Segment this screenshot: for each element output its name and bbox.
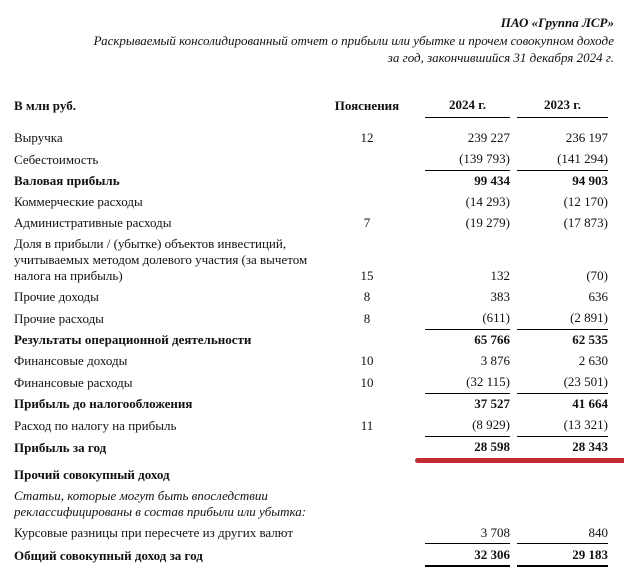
row-value-2023: 236 197 xyxy=(565,130,608,145)
statement-table-wrapper xyxy=(14,95,608,568)
row-label: Расход по налогу на прибыль xyxy=(14,417,177,433)
row-value-2024: 132 xyxy=(490,268,510,283)
table-row xyxy=(14,118,608,149)
spacer xyxy=(510,436,517,459)
spacer xyxy=(410,522,425,544)
table-row xyxy=(14,213,608,234)
row-value-2023: (13 321) xyxy=(517,415,608,437)
row-note: 15 xyxy=(360,268,374,283)
report-header xyxy=(0,0,624,67)
spacer xyxy=(410,436,425,459)
spacer xyxy=(510,544,517,567)
spacer xyxy=(410,308,425,330)
row-label: Прочие расходы xyxy=(14,310,104,326)
row-note: 10 xyxy=(360,374,374,390)
spacer xyxy=(510,149,517,171)
spacer xyxy=(410,351,425,372)
row-note: 8 xyxy=(363,310,371,326)
row-value-2023: (17 873) xyxy=(563,215,608,230)
row-note xyxy=(324,192,410,213)
table-row xyxy=(14,372,608,394)
row-value-2023: (141 294) xyxy=(517,149,608,171)
row-label: Валовая прибыль xyxy=(14,173,120,188)
red-underline-marker xyxy=(415,458,624,463)
table-row-subtotal xyxy=(14,170,608,192)
row-value-2024: 37 527 xyxy=(474,396,510,411)
row-note: 12 xyxy=(360,130,374,145)
table-row xyxy=(14,415,608,437)
row-label: Финансовые расходы xyxy=(14,374,133,390)
row-label: Прочие доходы xyxy=(14,289,99,304)
row-note xyxy=(324,544,410,567)
spacer xyxy=(510,234,517,287)
spacer xyxy=(410,149,425,171)
spacer xyxy=(410,372,425,394)
row-note xyxy=(324,459,410,486)
report-title-line1: Раскрываемый консолидированный отчет о прибыли или убытке и прочем совокупном доходе xyxy=(93,32,614,48)
row-label: Доля в прибыли / (убытке) объектов инвестиций, учитываемых методом долевого участия (за вычетом налога на прибыль) xyxy=(14,236,308,283)
row-value-2024 xyxy=(425,485,510,522)
row-label: Результаты операционной деятельности xyxy=(14,332,252,347)
column-header-notes: Пояснения xyxy=(334,97,400,113)
spacer xyxy=(510,118,517,149)
spacer xyxy=(510,329,517,351)
row-value-2024: 383 xyxy=(490,289,510,304)
row-label: Общий совокупный доход за год xyxy=(14,547,203,563)
row-value-2024: (8 929) xyxy=(425,415,510,437)
row-value-2024: (14 293) xyxy=(465,194,510,209)
row-value-2023: 28 343 xyxy=(572,439,608,454)
row-value-2024: 32 306 xyxy=(425,544,510,567)
row-value-2024: (32 115) xyxy=(425,372,510,394)
column-header-2023: 2023 г. xyxy=(517,95,608,118)
row-label: Коммерческие расходы xyxy=(14,194,143,209)
report-title-line2: за год, закончившийся 31 декабря 2024 г. xyxy=(387,50,614,65)
spacer xyxy=(410,170,425,192)
table-row-note-text xyxy=(14,485,608,522)
spacer xyxy=(510,95,517,118)
row-label: Административные расходы xyxy=(14,215,172,230)
spacer xyxy=(510,522,517,544)
table-row xyxy=(14,522,608,544)
row-note xyxy=(324,170,410,192)
row-note xyxy=(324,393,410,415)
row-label: Выручка xyxy=(14,130,63,145)
spacer xyxy=(410,415,425,437)
table-header-row xyxy=(14,95,608,118)
row-value-2023 xyxy=(517,485,608,522)
spacer xyxy=(510,415,517,437)
row-value-2024: 239 227 xyxy=(467,130,510,145)
spacer xyxy=(410,329,425,351)
table-row-profit-for-year xyxy=(14,436,608,459)
row-note xyxy=(324,149,410,171)
row-note: 10 xyxy=(360,353,374,368)
spacer xyxy=(410,287,425,308)
table-row xyxy=(14,351,608,372)
row-value-2023: (23 501) xyxy=(517,372,608,394)
table-row-total-comprehensive-income xyxy=(14,544,608,567)
row-label: Курсовые разницы при пересчете из других валют xyxy=(14,525,294,540)
spacer xyxy=(510,393,517,415)
table-row xyxy=(14,234,608,287)
spacer xyxy=(510,287,517,308)
row-value-2023: (70) xyxy=(586,268,608,283)
row-label: Статьи, которые могут быть впоследствии реклассифицированы в состав прибыли или убытка: xyxy=(14,487,307,519)
row-note: 11 xyxy=(360,417,374,433)
spacer xyxy=(410,485,425,522)
row-value-2023: 94 903 xyxy=(572,173,608,188)
spacer xyxy=(410,213,425,234)
row-value-2023: 840 xyxy=(517,522,608,544)
spacer xyxy=(510,308,517,330)
spacer xyxy=(410,192,425,213)
row-value-2024: 3 708 xyxy=(425,522,510,544)
income-statement-table xyxy=(14,95,608,568)
spacer xyxy=(510,351,517,372)
row-label: Прибыль до налогообложения xyxy=(14,396,193,411)
row-value-2023: 636 xyxy=(588,289,608,304)
row-value-2023: 41 664 xyxy=(572,396,608,411)
row-value-2024: (611) xyxy=(425,308,510,330)
row-note: 8 xyxy=(363,289,371,304)
row-value-2023: (12 170) xyxy=(563,194,608,209)
row-value-2024: (139 793) xyxy=(425,149,510,171)
row-value-2023: 2 630 xyxy=(578,353,608,368)
row-label: Прибыль за год xyxy=(14,440,107,455)
column-header-2024: 2024 г. xyxy=(425,95,510,118)
spacer xyxy=(510,485,517,522)
row-label: Финансовые доходы xyxy=(14,353,128,368)
spacer xyxy=(510,372,517,394)
table-row xyxy=(14,192,608,213)
row-value-2024: (19 279) xyxy=(465,215,510,230)
table-row-subtotal xyxy=(14,393,608,415)
row-label: Себестоимость xyxy=(14,151,99,167)
row-note: 7 xyxy=(363,215,371,230)
table-row xyxy=(14,308,608,330)
spacer xyxy=(510,192,517,213)
row-value-2023-cell xyxy=(517,436,608,459)
row-note xyxy=(324,329,410,351)
row-note xyxy=(324,485,410,522)
spacer xyxy=(510,213,517,234)
row-value-2023: (2 891) xyxy=(517,308,608,330)
column-header-units: В млн руб. xyxy=(14,97,76,113)
row-value-2024: 99 434 xyxy=(474,173,510,188)
spacer xyxy=(410,544,425,567)
row-note xyxy=(324,436,410,459)
table-row xyxy=(14,149,608,171)
row-note xyxy=(324,522,410,544)
spacer xyxy=(410,234,425,287)
spacer xyxy=(410,393,425,415)
table-row-subtotal xyxy=(14,329,608,351)
row-label: Прочий совокупный доход xyxy=(14,466,170,482)
row-value-2024: 65 766 xyxy=(474,332,510,347)
company-name: ПАО «Группа ЛСР» xyxy=(500,15,614,30)
spacer xyxy=(510,170,517,192)
table-row xyxy=(14,287,608,308)
row-value-2023: 62 535 xyxy=(572,332,608,347)
row-value-2024: 28 598 xyxy=(425,436,510,459)
row-value-2024: 3 876 xyxy=(480,353,510,368)
spacer xyxy=(410,118,425,149)
row-value-2023: 29 183 xyxy=(517,544,608,567)
spacer xyxy=(410,95,425,118)
